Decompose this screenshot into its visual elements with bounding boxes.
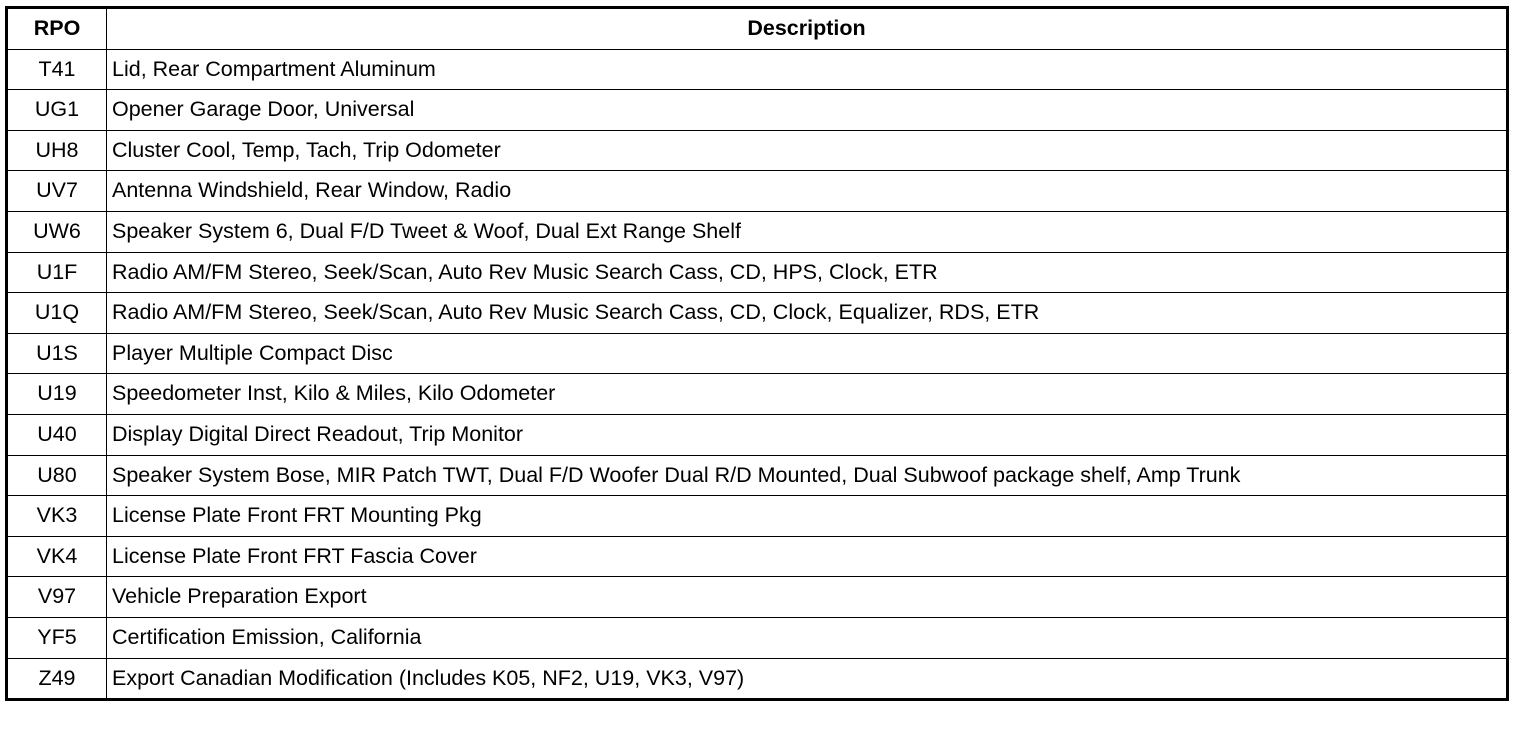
table-row bbox=[7, 90, 1508, 131]
description-cell: Speaker System Bose, MIR Patch TWT, Dual F/D Woofer Dual R/D Mounted, Dual Subwoof package shelf, Amp Trunk bbox=[107, 455, 1508, 496]
table-header bbox=[7, 8, 1508, 50]
rpo-code-cell: V97 bbox=[7, 577, 107, 618]
description-cell: License Plate Front FRT Mounting Pkg bbox=[107, 496, 1508, 537]
rpo-code-cell: U1Q bbox=[7, 293, 107, 334]
table-row bbox=[7, 293, 1508, 334]
description-cell: Display Digital Direct Readout, Trip Monitor bbox=[107, 414, 1508, 455]
rpo-code-cell: U40 bbox=[7, 414, 107, 455]
rpo-code-cell: U19 bbox=[7, 374, 107, 415]
table-body bbox=[7, 49, 1508, 700]
rpo-code-cell: U1F bbox=[7, 252, 107, 293]
rpo-code-cell: Z49 bbox=[7, 658, 107, 700]
header-description: Description bbox=[107, 8, 1508, 50]
description-cell: Radio AM/FM Stereo, Seek/Scan, Auto Rev Music Search Cass, CD, HPS, Clock, ETR bbox=[107, 252, 1508, 293]
table-row bbox=[7, 496, 1508, 537]
description-cell: Lid, Rear Compartment Aluminum bbox=[107, 49, 1508, 90]
table-row bbox=[7, 455, 1508, 496]
table-row bbox=[7, 577, 1508, 618]
table-row bbox=[7, 536, 1508, 577]
header-rpo: RPO bbox=[7, 8, 107, 50]
rpo-code-cell: U1S bbox=[7, 333, 107, 374]
table-row bbox=[7, 658, 1508, 700]
rpo-code-cell: UW6 bbox=[7, 211, 107, 252]
rpo-code-cell: VK3 bbox=[7, 496, 107, 537]
description-cell: Antenna Windshield, Rear Window, Radio bbox=[107, 171, 1508, 212]
description-cell: Export Canadian Modification (Includes K05, NF2, U19, VK3, V97) bbox=[107, 658, 1508, 700]
description-cell: Speaker System 6, Dual F/D Tweet & Woof, Dual Ext Range Shelf bbox=[107, 211, 1508, 252]
description-cell: Opener Garage Door, Universal bbox=[107, 90, 1508, 131]
table-row bbox=[7, 171, 1508, 212]
table-row bbox=[7, 374, 1508, 415]
rpo-code-cell: UG1 bbox=[7, 90, 107, 131]
table-row bbox=[7, 211, 1508, 252]
rpo-code-cell: UH8 bbox=[7, 130, 107, 171]
table-row bbox=[7, 333, 1508, 374]
table-row bbox=[7, 252, 1508, 293]
description-cell: Player Multiple Compact Disc bbox=[107, 333, 1508, 374]
description-cell: Vehicle Preparation Export bbox=[107, 577, 1508, 618]
description-cell: Radio AM/FM Stereo, Seek/Scan, Auto Rev Music Search Cass, CD, Clock, Equalizer, RDS, ETR bbox=[107, 293, 1508, 334]
rpo-code-cell: YF5 bbox=[7, 617, 107, 658]
rpo-code-cell: VK4 bbox=[7, 536, 107, 577]
table-row bbox=[7, 617, 1508, 658]
description-cell: Certification Emission, California bbox=[107, 617, 1508, 658]
rpo-code-cell: T41 bbox=[7, 49, 107, 90]
table-row bbox=[7, 49, 1508, 90]
rpo-code-cell: UV7 bbox=[7, 171, 107, 212]
description-cell: Speedometer Inst, Kilo & Miles, Kilo Odometer bbox=[107, 374, 1508, 415]
table-row bbox=[7, 414, 1508, 455]
description-cell: Cluster Cool, Temp, Tach, Trip Odometer bbox=[107, 130, 1508, 171]
description-cell: License Plate Front FRT Fascia Cover bbox=[107, 536, 1508, 577]
rpo-table bbox=[5, 6, 1509, 701]
rpo-code-cell: U80 bbox=[7, 455, 107, 496]
table-row bbox=[7, 130, 1508, 171]
header-row bbox=[7, 8, 1508, 50]
